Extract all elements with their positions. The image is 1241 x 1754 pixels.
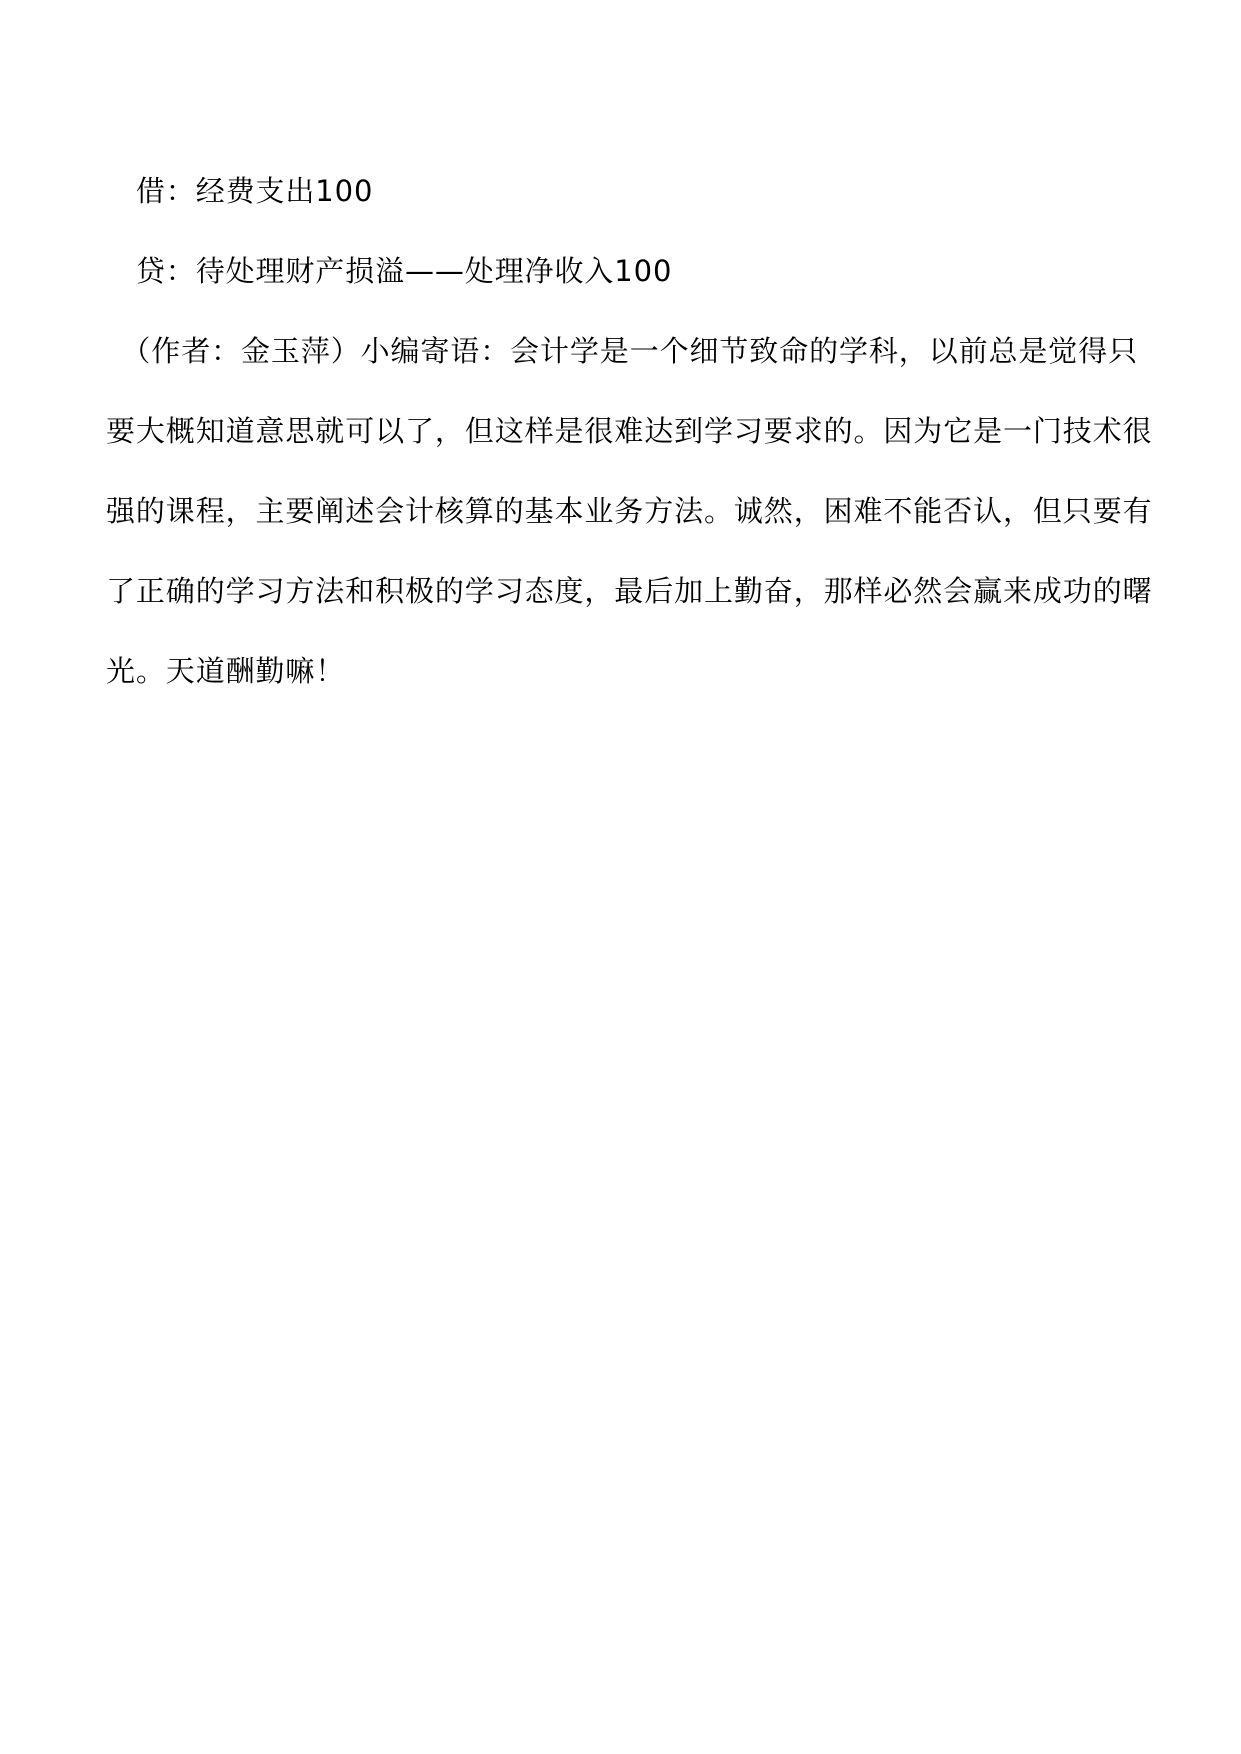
closing-paragraph-line: 了正确的学习方法和积极的学习态度，最后加上勤奋，那样必然会赢来成功的曙 — [106, 574, 1153, 608]
closing-paragraph-line: 光。天道酬勤嘛！ — [106, 654, 346, 688]
credit-entry: 贷：待处理财产损溢——处理净收入100 — [106, 254, 673, 288]
closing-paragraph-line: （作者：金玉萍）小编寄语：会计学是一个细节致命的学科，以前总是觉得只 — [106, 334, 1139, 368]
closing-paragraph-line: 强的课程，主要阐述会计核算的基本业务方法。诚然，困难不能否认，但只要有 — [106, 494, 1153, 528]
closing-paragraph-line: 要大概知道意思就可以了，但这样是很难达到学习要求的。因为它是一门技术很 — [106, 414, 1153, 448]
debit-entry: 借：经费支出100 — [106, 174, 374, 208]
